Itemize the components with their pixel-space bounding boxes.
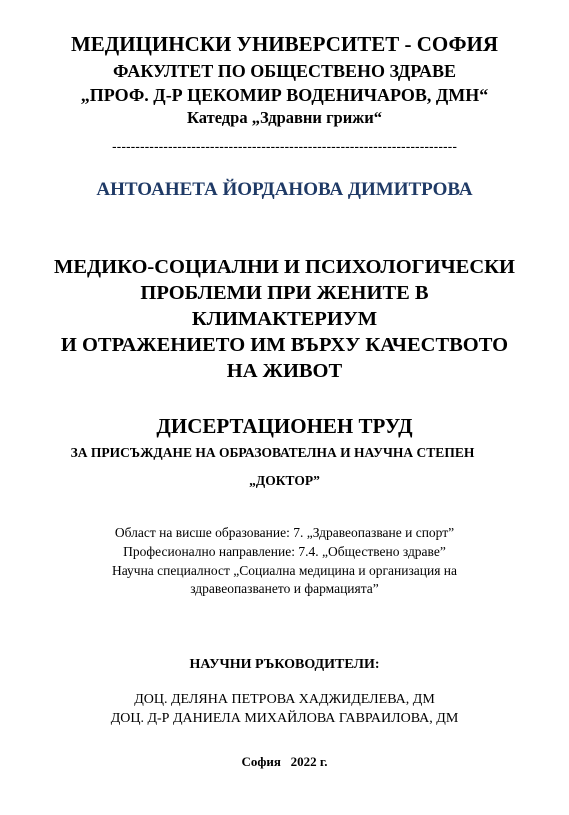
city-year: София 2022 г. xyxy=(241,754,328,769)
faculty-name-line1: ФАКУЛТЕТ ПО ОБЩЕСТВЕНО ЗДРАВЕ xyxy=(113,61,456,81)
thesis-title-line: МЕДИКО-СОЦИАЛНИ И ПСИХОЛОГИЧЕСКИ xyxy=(54,256,515,278)
supervisors-heading: НАУЧНИ РЪКОВОДИТЕЛИ: xyxy=(189,657,380,672)
divider-line: -------------------------------------------------------------------------- xyxy=(112,138,457,154)
info-line: здравеопазването и фармацията” xyxy=(190,581,379,596)
university-name: МЕДИЦИНСКИ УНИВЕРСИТЕТ - СОФИЯ xyxy=(70,32,499,56)
thesis-label: ДИСЕРТАЦИОНЕН ТРУД xyxy=(156,414,413,438)
thesis-purpose: ЗА ПРИСЪЖДАНЕ НА ОБРАЗОВАТЕЛНА И НАУЧНА СТЕПЕН xyxy=(70,445,475,460)
info-line: Научна специалност „Социална медицина и организация на xyxy=(111,563,458,578)
faculty-name-line2: „ПРОФ. Д-Р ЦЕКОМИР ВОДЕНИЧАРОВ, ДМН“ xyxy=(80,85,489,105)
department-name: Катедра „Здравни грижи“ xyxy=(187,108,382,127)
author-name: АНТОАНЕТА ЙОРДАНОВА ДИМИТРОВА xyxy=(96,179,473,200)
info-line: Професионално направление: 7.4. „Обществено здраве” xyxy=(123,544,446,559)
thesis-title-line: НА ЖИВОТ xyxy=(226,360,343,382)
thesis-title-line: ПРОБЛЕМИ ПРИ ЖЕНИТЕ В xyxy=(140,282,429,304)
info-line: Област на висше образование: 7. „Здравеопазване и спорт” xyxy=(114,525,455,540)
degree-name: „ДОКТОР” xyxy=(249,473,320,488)
thesis-title-line: И ОТРАЖЕНИЕТО ИМ ВЪРХУ КАЧЕСТВОТО xyxy=(60,334,509,356)
thesis-title-line: КЛИМАКТЕРИУМ xyxy=(191,308,378,330)
supervisor-name: ДОЦ. ДЕЛЯНА ПЕТРОВА ХАДЖИДЕЛЕВА, ДМ xyxy=(134,692,435,707)
supervisor-name: ДОЦ. Д-Р ДАНИЕЛА МИХАЙЛОВА ГАВРАИЛОВА, ДМ xyxy=(110,711,459,726)
